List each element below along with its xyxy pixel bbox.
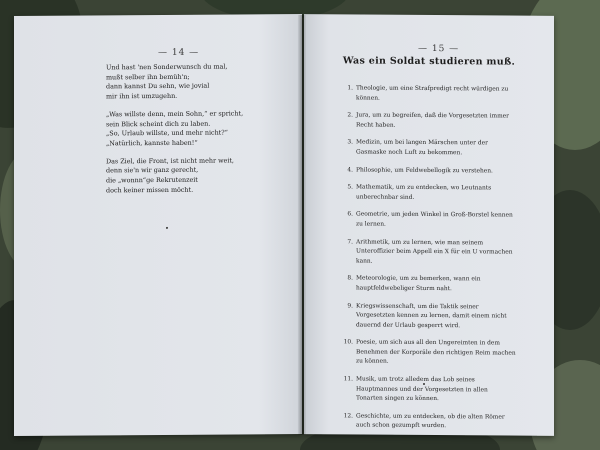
item-text: Philosophie, um Feldwebellogik zu verstehen.: [356, 167, 493, 175]
poem-line: dann kannst Du sehn, wie jovial: [106, 82, 210, 91]
item-text: Theologie, um eine Strafpredigt recht würdigen zu können.: [356, 85, 509, 102]
poem-line: Das Ziel, die Front, ist nicht mehr weit,: [106, 156, 234, 165]
item-number: 12.: [343, 413, 353, 420]
item-text: Meteorologie, um zu bemerken, wann ein hauptfeldwebeliger Sturm naht.: [356, 275, 481, 293]
item-number: 9.: [347, 302, 353, 309]
item-number: 7.: [347, 238, 353, 246]
list-item: [340, 375, 516, 405]
item-text: Musik, um trotz alledem das Lob seines Hauptmannes und der Vorgesetzten in allen Tonarten singen zu können.: [356, 376, 488, 403]
poem-line: „Was willste denn, mein Sohn,“ er spricht,: [106, 109, 244, 119]
page-title: Was ein Soldat studieren muß.: [342, 55, 516, 68]
item-text: Arithmetik, um zu lernen, wie man seinem Unteroffizier beim Appell ein X für ein U vormachen kann.: [356, 239, 513, 265]
item-number: 2.: [347, 112, 353, 119]
item-text: Poesie, um sich aus all den Ungereimten in dem Benehmen der Korporäle den richtigen Reim machen zu können.: [356, 339, 516, 366]
poem-line: denn sie'n wir ganz gerecht,: [106, 166, 199, 175]
item-text: Geschichte, um zu entdecken, ob die alten Römer auch schon gezumpft wurden.: [356, 413, 505, 430]
poem-text: [106, 62, 296, 204]
list-item: [340, 275, 516, 295]
list-item: [340, 84, 516, 104]
item-text: Kriegswissenschaft, um die Taktik seiner Vorgesetzten kennen zu lernen, damit einem nicht dauernd der Urlaub gesperrt wird.: [356, 302, 507, 329]
list-item: [340, 112, 516, 132]
item-number: 11.: [343, 376, 353, 383]
stanza: [106, 109, 296, 149]
poem-line: sein Blick scheint dich zu laben.: [106, 119, 211, 128]
item-number: 8.: [347, 275, 353, 282]
item-number: 5.: [347, 184, 353, 191]
item-number: 3.: [347, 139, 353, 146]
stanza: [106, 156, 296, 196]
list-item: [340, 302, 516, 332]
numbered-list: [340, 84, 516, 440]
poem-line: „Natürlich, kannste haben!“: [106, 138, 198, 148]
item-text: Geometrie, um jeden Winkel in Groß-Borstel kennen zu lernen.: [356, 211, 513, 228]
item-number: 4.: [347, 166, 353, 174]
list-item: [340, 339, 516, 369]
item-text: Mathematik, um zu entdecken, wo Leutnants unberechnbar sind.: [356, 184, 492, 201]
poem-line: mir ihn ist umzugehn.: [106, 91, 178, 101]
list-item: [340, 139, 516, 159]
poem-line: „So, Urlaub willste, und mehr nicht?“: [106, 128, 228, 138]
poem-line: die „wonnn“ge Rekrutenzeit: [106, 175, 198, 185]
item-text: Jura, um zu begreifen, daß die Vorgesetzten immer Recht haben.: [356, 112, 509, 129]
item-text: Medizin, um bei langen Märschen unter der Gasmaske noch Luft zu bekommen.: [356, 139, 488, 157]
stanza: [106, 62, 296, 102]
item-number: 6.: [347, 211, 353, 218]
poem-line: mußt selber ihn bemüh'n;: [106, 72, 190, 82]
poem-line: Und hast 'nen Sonderwunsch du mal,: [106, 62, 228, 72]
list-item: [340, 166, 516, 177]
ornament-dot: [423, 383, 425, 385]
open-booklet: [14, 15, 548, 443]
list-item: [340, 238, 516, 268]
list-item: [340, 412, 516, 432]
ornament-dot: [166, 227, 168, 229]
book-spine: [298, 15, 306, 435]
item-number: 10.: [343, 339, 353, 346]
right-page: [304, 14, 554, 436]
left-page: [14, 14, 302, 436]
list-item: [340, 211, 516, 231]
page-number-14: — 14 —: [158, 47, 200, 58]
list-item: [340, 184, 516, 204]
poem-line: doch keiner missen möcht.: [106, 185, 194, 195]
item-number: 1.: [347, 85, 353, 92]
page-number-15: — 15 —: [418, 43, 460, 55]
